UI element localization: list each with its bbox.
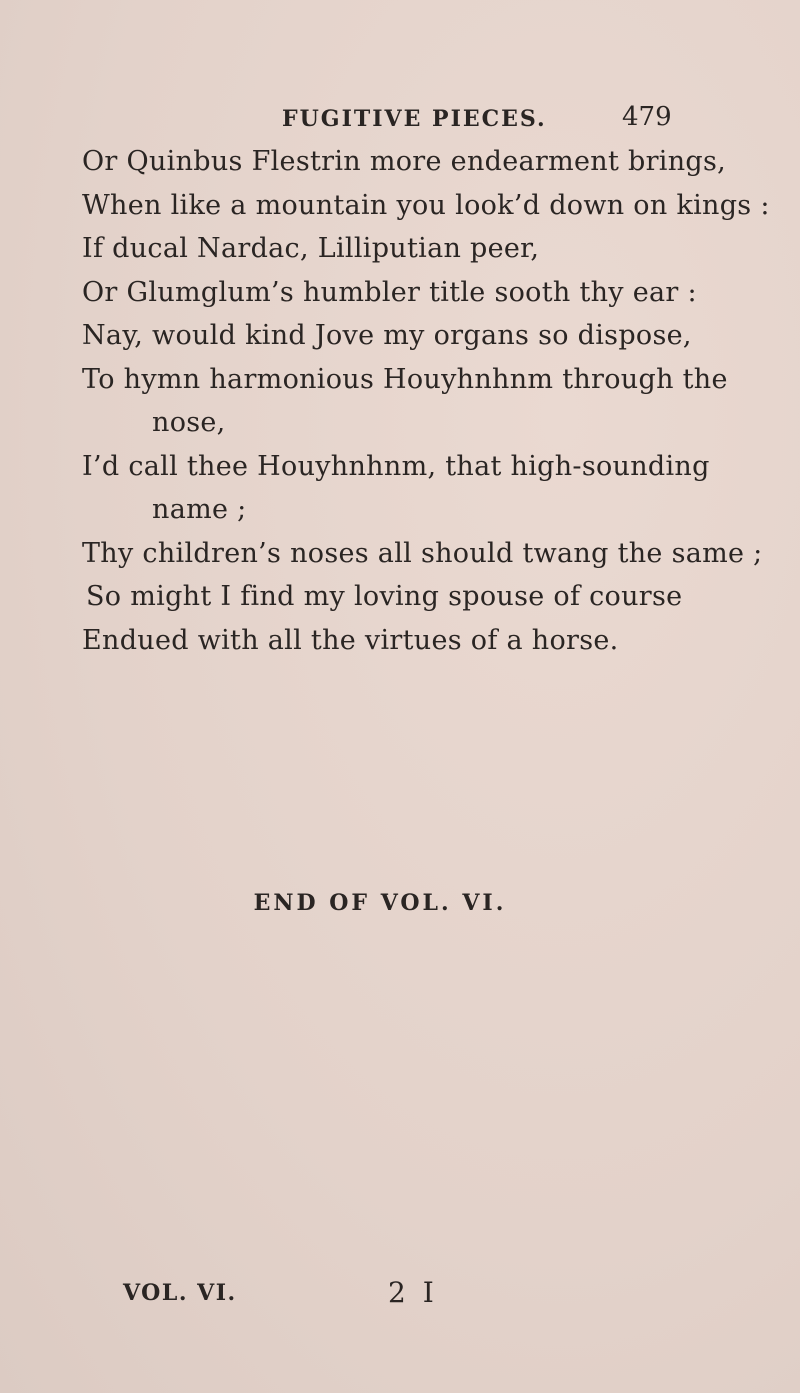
poem-line: Endued with all the virtues of a horse. (82, 624, 619, 656)
poem-line: Nay, would kind Jove my organs so dispose, (82, 320, 692, 351)
poem-line-continuation: nose, (152, 407, 226, 438)
poem-line: If ducal Nardac, Lilliputian peer, (82, 233, 540, 264)
page-header (0, 102, 800, 142)
page-number: 479 (622, 102, 672, 132)
signature-mark: 2 I (388, 1276, 438, 1309)
poem-line: I’d call thee Houyhnhnm, that high-sounding (82, 450, 710, 482)
end-of-volume-text: END OF VOL. VI. (253, 890, 507, 916)
running-title: FUGITIVE PIECES. (282, 106, 547, 132)
poem-line: When like a mountain you look’d down on kings : (82, 189, 770, 221)
poem-line-continuation: name ; (152, 494, 247, 525)
page-footer (0, 1276, 800, 1316)
end-of-volume-note (0, 890, 800, 916)
poem-line: To hymn harmonious Houyhnhnm through the (82, 363, 728, 395)
volume-mark: VOL. VI. (123, 1280, 237, 1306)
poem-line: Thy children’s noses all should twang the same ; (82, 537, 763, 569)
poem-line: So might I find my loving spouse of course (86, 581, 683, 612)
poem-line: Or Glumglum’s humbler title sooth thy ear : (82, 276, 697, 308)
poem-line: Or Quinbus Flestrin more endearment brings, (82, 146, 727, 177)
poem-text (82, 140, 782, 662)
